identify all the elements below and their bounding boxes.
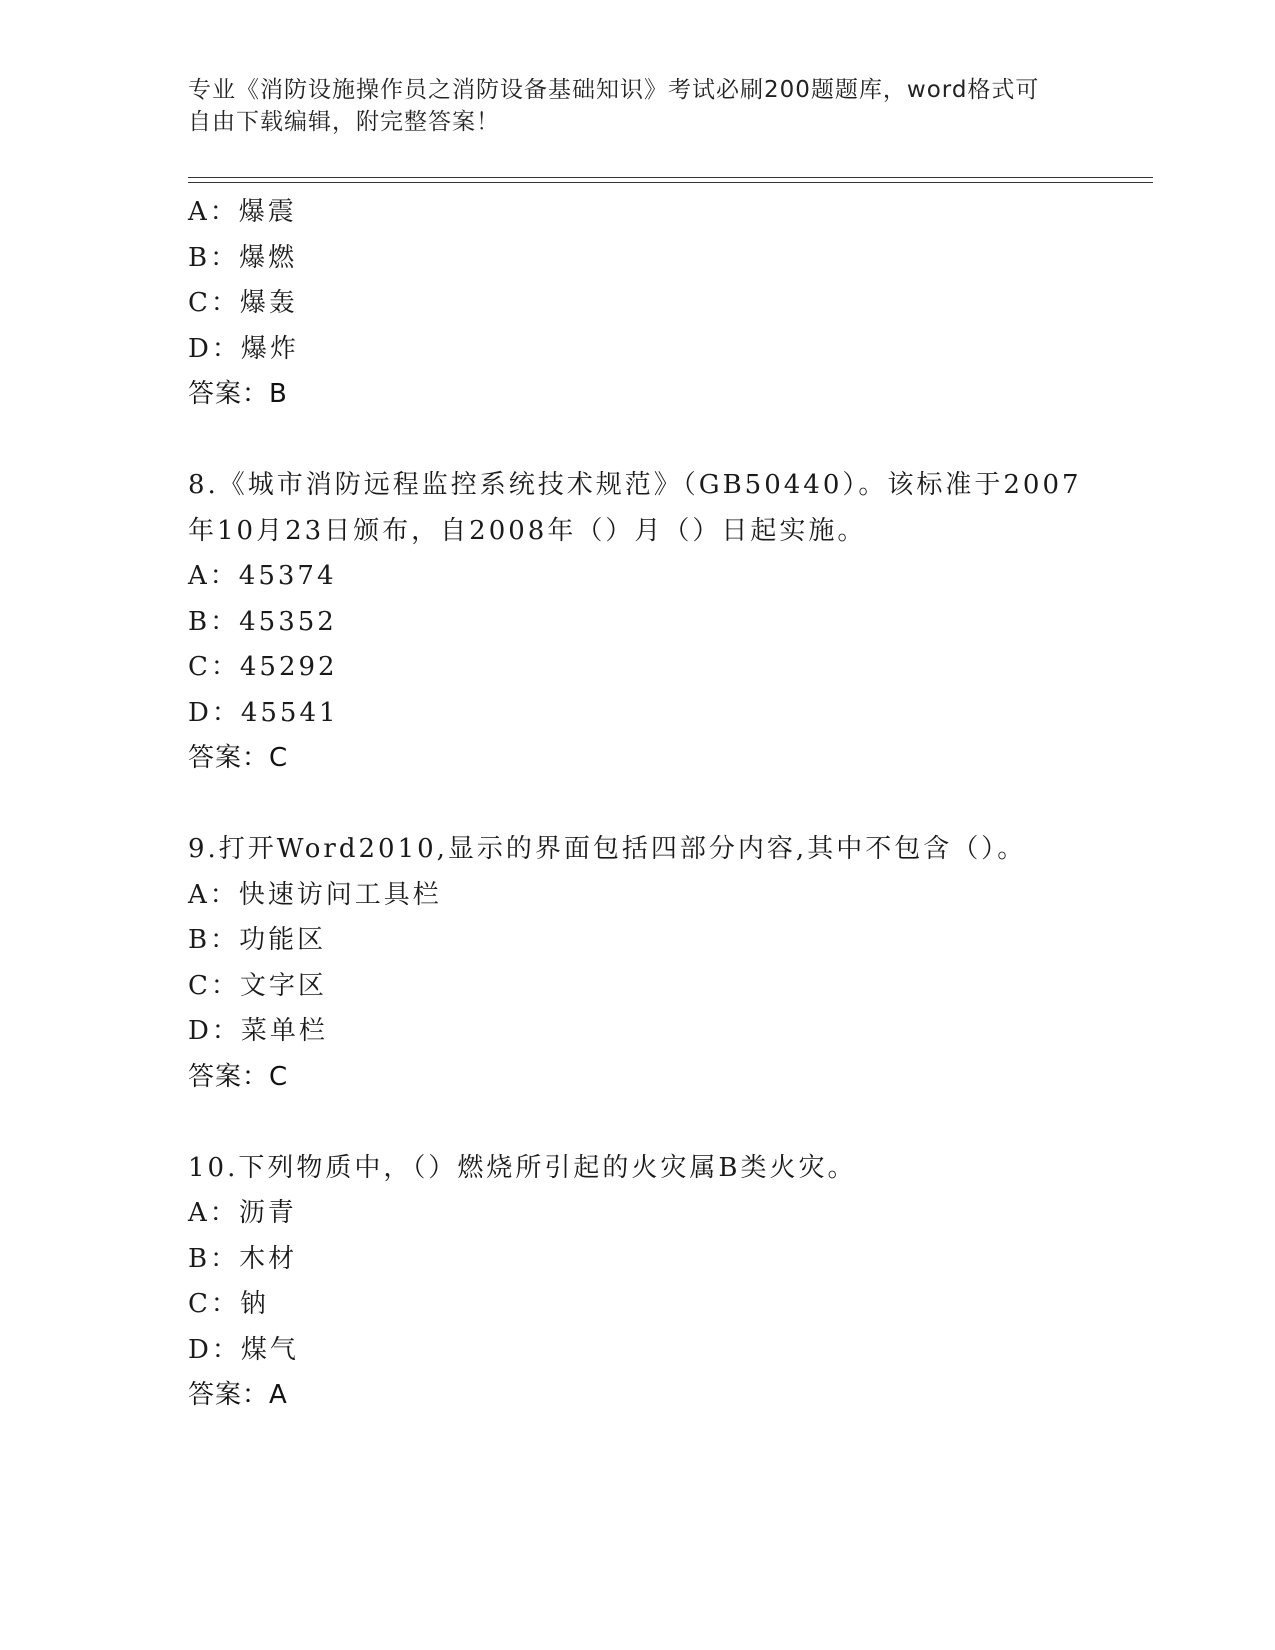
question-9: [188, 827, 1148, 1100]
question-stem: 10.下列物质中，（）燃烧所引起的火灾属B类火灾。: [188, 1152, 857, 1183]
question-8: [188, 463, 1148, 782]
spacer: [188, 782, 1148, 828]
question-7: [188, 190, 1148, 418]
option-a: A：爆震: [188, 197, 297, 227]
question-10: [188, 1146, 1148, 1419]
option-a: A：沥青: [188, 1198, 297, 1228]
header-title-line-2: 自由下载编辑，附完整答案！: [188, 109, 500, 135]
option-b: B：45352: [188, 606, 337, 637]
option-b: B：木材: [188, 1243, 298, 1274]
option-b: B：功能区: [188, 925, 327, 955]
question-stem: 9.打开Word2010,显示的界面包括四部分内容,其中不包含（）。: [188, 834, 1027, 864]
spacer: [188, 1100, 1148, 1146]
header-title-line-1: 专业《消防设施操作员之消防设备基础知识》考试必刷200题题库，word格式可: [188, 77, 1040, 103]
question-list: [188, 190, 1148, 1419]
option-b: B：爆燃: [188, 242, 298, 273]
answer: 答案：C: [188, 1061, 289, 1092]
document-header: [188, 74, 1068, 138]
option-d: D：爆炸: [188, 333, 299, 364]
option-a: A：快速访问工具栏: [188, 879, 442, 910]
option-c: C：钠: [188, 1289, 269, 1319]
answer: 答案：B: [188, 379, 288, 409]
answer: 答案：C: [188, 743, 289, 773]
spacer: [188, 418, 1148, 464]
option-d: D：菜单栏: [188, 1016, 328, 1046]
option-a: A：45374: [188, 561, 337, 591]
header-divider-top: [188, 177, 1153, 178]
option-c: C：文字区: [188, 970, 327, 1001]
option-c: C：45292: [188, 652, 338, 682]
answer: 答案：A: [188, 1380, 288, 1410]
header-divider-bottom: [188, 182, 1153, 183]
option-d: D：45541: [188, 697, 339, 728]
question-stem: 8.《城市消防远程监控系统技术规范》（GB50440）。该标准于2007: [188, 470, 1082, 500]
question-stem: 年10月23日颁布，自2008年（）月（）日起实施。: [188, 515, 867, 546]
option-c: C：爆轰: [188, 288, 298, 318]
option-d: D：煤气: [188, 1334, 299, 1365]
